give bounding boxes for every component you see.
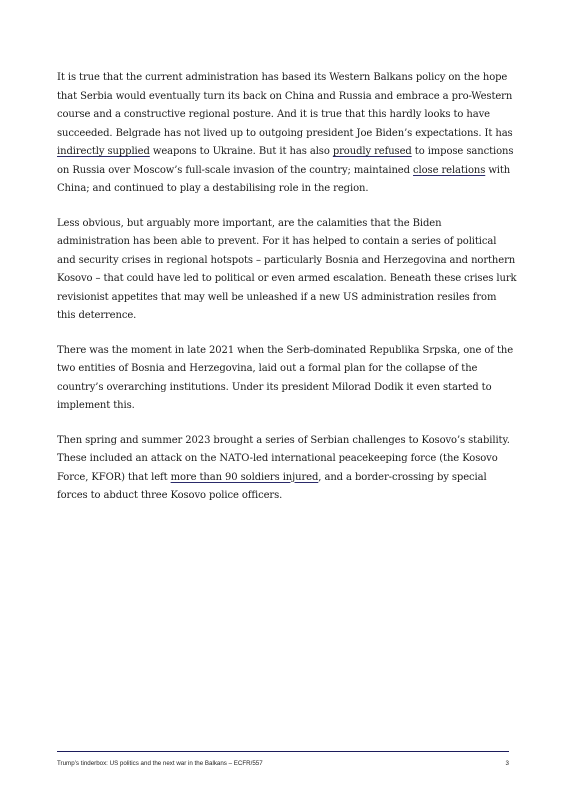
text-run: It is true that the current administration has based its Western Balkans policy on the hope that Serbia would eventually turn its back on China and Russia and embrace a pro-Western course and a constructive regional posture. And it is true that this hardly looks to have succeeded. Belgrade has not lived up to outgoing president Joe Biden’s expectations. It has	[57, 72, 513, 139]
text-run: There was the moment in late 2021 when the Serb-dominated Republika Srpska, one of the two entities of Bosnia and Herzegovina, laid out a formal plan for the collapse of the country’s overarching institutions. Under its president Milorad Dodik it even started to implement this.	[57, 344, 514, 411]
text-run: weapons to Ukraine. But it has also	[149, 146, 333, 157]
page-footer	[57, 760, 509, 767]
article-body	[57, 69, 517, 522]
paragraph-3	[57, 342, 517, 416]
text-run: Less obvious, but arguably more important, are the calamities that the Biden administration has been able to prevent. For it has helped to contain a series of political and security crises in regional hotspots – particularly Bosnia and Herzegovina and northern Kosovo – that could have led to political or even armed escalation. Beneath these crises lurk revisionist appetites that may well be unleashed if a new US administration resiles from this deterrence.	[57, 217, 517, 321]
link-close-relations[interactable]: close relations	[413, 164, 486, 176]
text-run: to impose sanctions on Russia over Moscow’s full-scale invasion of the country; maintained	[57, 146, 514, 176]
link-indirectly-supplied[interactable]: indirectly supplied	[57, 146, 150, 157]
footer-divider	[57, 751, 509, 752]
page-number: 3	[505, 760, 509, 767]
text-run: , and a border-crossing by special forces to abduct three Kosovo police officers.	[57, 471, 487, 501]
link-proudly-refused[interactable]: proudly refused	[332, 146, 412, 157]
link-soldiers-injured[interactable]: more than 90 soldiers injured	[170, 471, 319, 483]
footer-title: Trump’s tinderbox: US politics and the next war in the Balkans – ECFR/557	[57, 760, 263, 767]
paragraph-4	[57, 432, 517, 506]
paragraph-2	[57, 215, 517, 326]
text-run: Then spring and summer 2023 brought a series of Serbian challenges to Kosovo’s stability. These included an attack on the NATO-led international peacekeeping force (the Kosovo Force, KFOR) that left	[57, 434, 510, 483]
text-run: with China; and continued to play a destabilising role in the region.	[57, 164, 511, 194]
paragraph-1	[57, 69, 517, 199]
